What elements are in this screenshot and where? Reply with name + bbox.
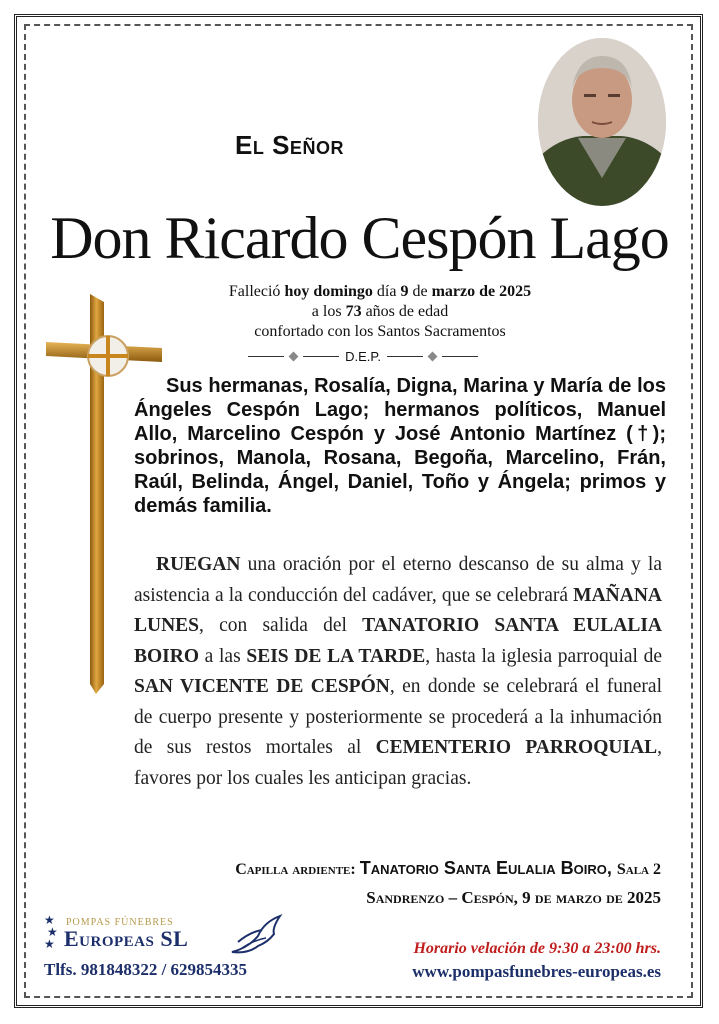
divider-line-right xyxy=(442,356,478,357)
logo-pompas-text: POMPAS FÚNEBRES xyxy=(66,917,174,928)
divider-line-right-2 xyxy=(387,356,423,357)
capilla-label: Capilla ardiente: xyxy=(235,861,360,878)
website-link[interactable]: www.pompasfunebres-europeas.es xyxy=(412,962,661,981)
capilla-line xyxy=(235,858,661,879)
page-title: El Señor xyxy=(235,130,344,160)
deceased-name: Don Ricardo Cespón Lago xyxy=(50,205,669,271)
logo-europeas-text: Europeas SL xyxy=(64,926,189,951)
death-date-line: Falleció hoy domingo día 9 de marzo de 2025 xyxy=(228,283,532,300)
diamond-ornament-right xyxy=(428,351,438,361)
capilla-sala: Sala 2 xyxy=(616,861,661,878)
divider-line-left-2 xyxy=(303,356,339,357)
dep-text: D.E.P. xyxy=(345,348,381,364)
visiting-hours: Horario velación de 9:30 a 23:00 hrs. xyxy=(413,940,661,957)
phone-numbers: Tlfs. 981848322 / 629854335 xyxy=(44,960,248,979)
death-info xyxy=(140,282,620,342)
diamond-ornament-left xyxy=(289,351,299,361)
dep-divider xyxy=(248,346,478,366)
sacraments-line: confortado con los Santos Sacramentos xyxy=(254,323,506,340)
dove-icon xyxy=(228,912,284,958)
age-line: a los 73 años de edad xyxy=(311,303,449,320)
family-paragraph: Sus hermanas, Rosalía, Digna, Marina y María de los Ángeles Cespón Lago; hermanos políticos, Manuel Allo, Marcelino Cespón y José Antonio Martínez (†); sobrinos, Manola, Rosana, Begoña, Marcelino, Frán, Raúl, Belinda, Ángel, Daniel, Toño y Ángela; primos y demás familia. xyxy=(134,375,666,517)
place-date: Sandrenzo – Cespón, 9 de marzo de 2025 xyxy=(366,888,661,907)
portrait-photo xyxy=(538,38,666,206)
ruegan-paragraph: RUEGAN una oración por el eterno descanso de su alma y la asistencia a la conducción del cadáver, que se celebrará MAÑANA LUNES, con salida del TANATORIO SANTA EULALIA BOIRO a las SEIS DE LA TARDE, hasta la iglesia parroquial de SAN VICENTE DE CESPÓN, en donde se celebrará el funeral de cuerpo presente y posteriormente se procederá a la inhumación de sus restos mortales al CEMENTERIO PARROQUIAL, favores por los cuales les anticipan gracias. xyxy=(134,554,663,789)
capilla-value: Tanatorio Santa Eulalia Boiro, xyxy=(359,858,617,878)
stars-icon: ★ ★ ★ xyxy=(44,913,58,951)
divider-line-left xyxy=(248,356,284,357)
